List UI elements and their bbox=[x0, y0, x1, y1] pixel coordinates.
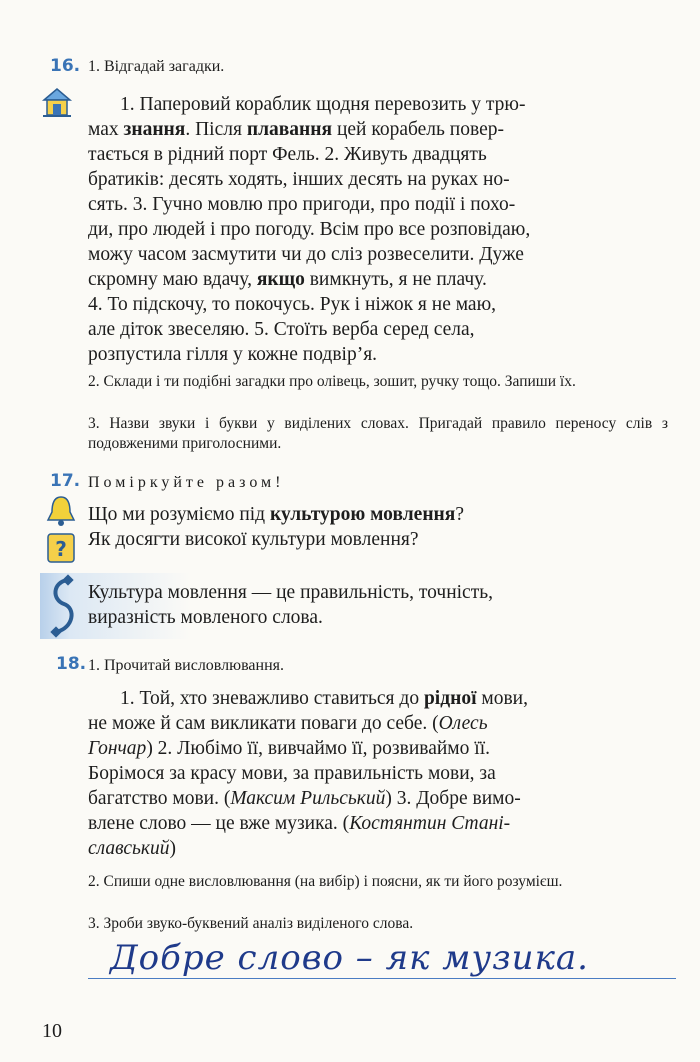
exercise-18-task-3: 3. Зроби звуко-буквений аналіз виділеного слова. bbox=[88, 915, 414, 932]
quotes-text: 1. Той, хто зневажливо ставиться до рідної мови, не може й сам викликати поваги до себе. (Олесь Гончар) 2. Любімо її, вивчаймо її, розвиваймо її. Борімося за красу мови, за правильність мови, за багатство мови. (Максим Рильський) 3. Добре вимо- влене слово — це вже музика. (Костянтин Стані- славський) bbox=[88, 688, 528, 859]
exercise-16-number: 16. bbox=[50, 56, 81, 76]
exercise-17-number: 17. bbox=[50, 471, 81, 491]
exercise-16-instruction: 1. Відгадай загадки. bbox=[88, 58, 225, 75]
house-icon bbox=[40, 86, 74, 122]
handwritten-answer: Добре слово – як музика. bbox=[110, 938, 589, 978]
svg-text:?: ? bbox=[55, 537, 67, 561]
bell-icon bbox=[44, 494, 78, 532]
exercise-16-task-2: 2. Склади і ти подібні загадки про олівець, зошит, ручку тощо. Запиши їх. bbox=[88, 373, 576, 390]
rule-curl-icon bbox=[46, 574, 76, 642]
exercise-16-task-3: 3. Назви звуки і букви у виділених словах. Пригадай правило переносу слів з подовженими приголосними. bbox=[88, 415, 668, 452]
exercise-17-questions: Що ми розуміємо під культурою мовлення? Як досягти високої культури мовлення? bbox=[88, 504, 464, 550]
question-icon bbox=[46, 532, 76, 568]
page-number: 10 bbox=[42, 1020, 62, 1042]
writing-line bbox=[88, 978, 676, 979]
exercise-17-instruction: Поміркуйте разом! bbox=[88, 474, 285, 491]
exercise-18-instruction: 1. Прочитай висловлювання. bbox=[88, 657, 285, 674]
exercise-18-task-2: 2. Спиши одне висловлювання (на вибір) і поясни, як ти його розумієш. bbox=[88, 873, 563, 890]
exercise-18-number: 18. bbox=[56, 654, 87, 674]
riddles-text: 1. Паперовий кораблик щодня перевозить у трю- мах знання. Після плавання цей корабель повер- тається в рідний порт Фель. 2. Живуть двадцять братиків: десять ходять, інших десять на руках но- сять. 3. Гучно мовлю про пригоди, про події і похо- ди, про людей і про погоду. Всім про все розповідаю, можу часом засмутити чи до сліз розвеселити. Дуже скромну маю вдачу, якщо вимкнуть, я не плачу. 4. То підскочу, то покочусь. Рук і ніжок я не маю, але діток звеселяю. 5. Стоїть верба серед села, розпустила гілля у кожне подвір’я. bbox=[88, 94, 531, 365]
rule-text: Культура мовлення — це правильність, точність, виразність мовленого слова. bbox=[88, 582, 493, 628]
